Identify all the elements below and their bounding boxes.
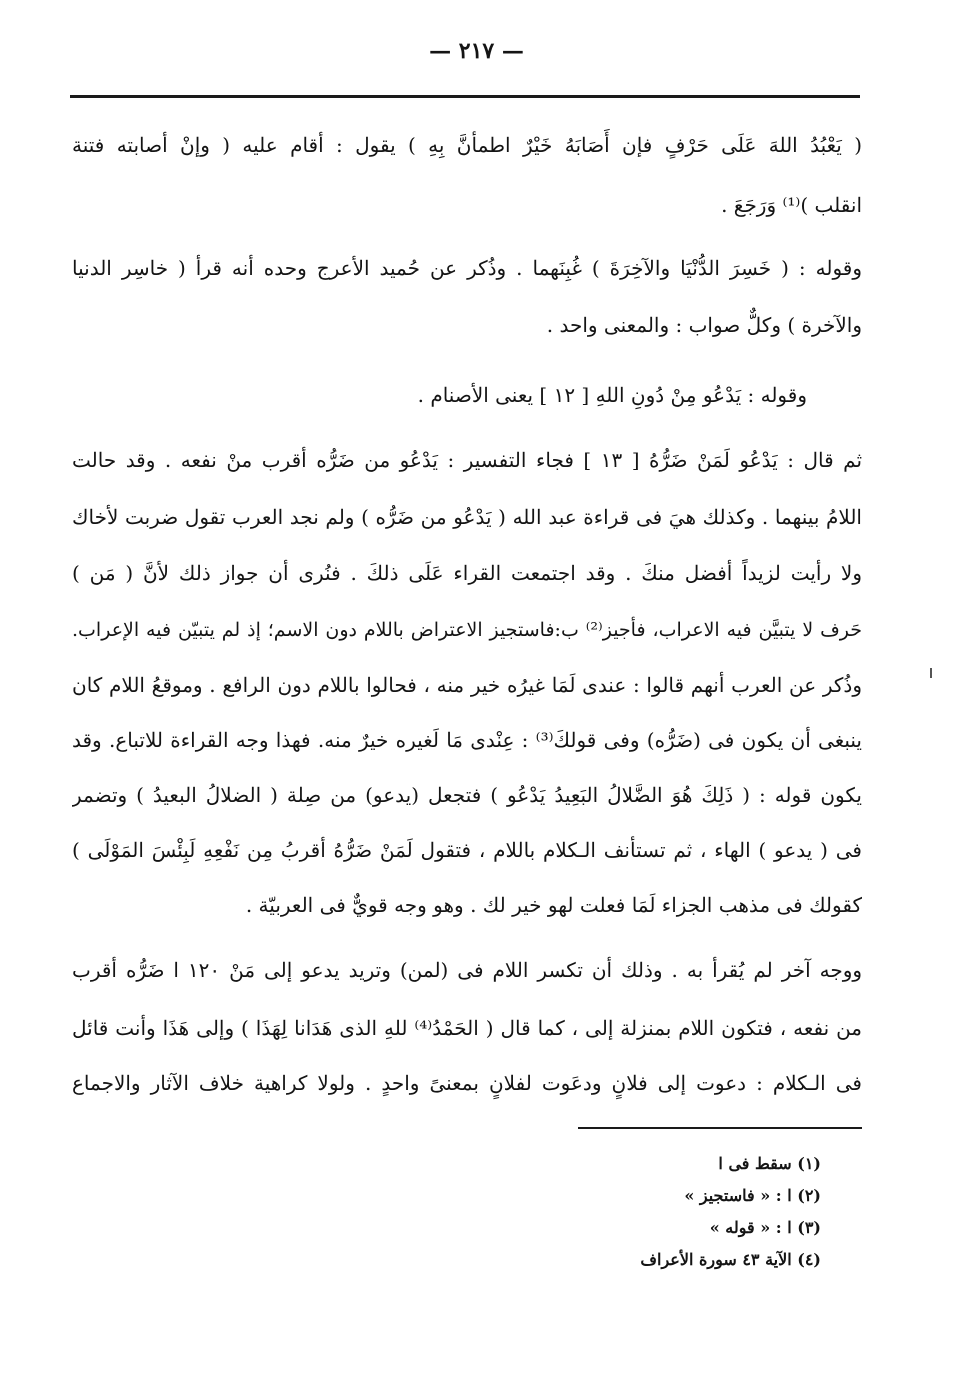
text-line: فى الـكلام : دعوت إلى فلانٍ ودعَوت لفلانٍ بمعنىً واحدٍ . ولولا كراهية خلاف الآثار والاجماع xyxy=(72,1071,862,1095)
text-line: ( يَعْبُدُ اللهَ عَلَى حَرْفٍ فإن أَصَابَهُ خَيْرٌ اطمأنَّ بِهِ ) يقول : أقام عليه ( وإنْ أصابته فتنة xyxy=(72,133,862,157)
text-line: كقولك فى مذهب الجزاء لَمَا فعلت لهو خير لك . وهو وجه قويٌّ فى العربيّة . xyxy=(245,893,862,917)
text-line: ثم قال : يَدْعُو لَمَنْ ضَرُّهُ [ ١٣ ] فجاء التفسير : يَدْعُو من ضَرُّه أقرب منْ نفعه . وقد حالت xyxy=(72,448,862,472)
text-line: وذُكر عن العرب أنهم قالوا : عندى لَمَا غيرُه خير منه ، فحالوا باللام دون الرافع . وموقعُ اللام كان xyxy=(72,673,862,697)
header-rule xyxy=(70,95,860,98)
text-line: ينبغى أن يكون فى (ضَرُّه) وفى قولكَ⁽³⁾ : عِنْدى مَا لَغيره خيرٌ منه. فهذا وجه القراءة للاتباع. وقد xyxy=(72,728,862,752)
text-line: والآخرة ) وكلٌّ صواب : والمعنى واحد . xyxy=(546,313,862,337)
text-line: من نفعه ، فتكون اللام بمنزلة إلى ، كما قال ( الحَمْدُ⁽⁴⁾ للهِ الذى هَدَانا لِهَذَا ) وإلى هَذَا وأنت قائل xyxy=(72,1016,862,1040)
text-line: ووجه آخر لم يُقرأ به . وذلك أن تكسر اللام فى (لمن) وتريد يدعو إلى مَنْ ١٢٠ ا ضَرُّه أقرب xyxy=(72,958,862,982)
text-line: اللامُ بينهما . وكذلك هيَ فى قراءة عبد الله ( يَدْعُو من ضَرُّه ) ولم نجد العرب تقول ضربت لأخاك xyxy=(72,505,862,529)
text-line: فى ( يدعو ) الهاء ، ثم تستأنف الـكلام باللام ، فتقول لَمَنْ ضَرُّهُ أقربُ مِن نَفْعِهِ لَبِئْسَ المَوْلَى ) xyxy=(72,838,862,862)
text-line: وقوله : يَدْعُو مِنْ دُونِ اللهِ [ ١٢ ] يعنى الأصنام . xyxy=(417,383,807,407)
text-line: انقلب )⁽¹⁾ وَرَجَعَ . xyxy=(721,193,862,217)
text-line: وقوله : ( خَسِرَ الدُّنْيَا والآخِرَةَ ) غُبِنَهما . وذُكر عن حُميد الأعرج وحده أنه قرأ ( خاسِر الدنيا xyxy=(72,256,862,280)
footnote: (٢) ا : « فاستجيز » xyxy=(684,1186,821,1205)
margin-mark xyxy=(930,668,932,678)
footnote-rule xyxy=(578,1127,862,1129)
text-line: يكون قوله : ( ذَلِكَ هُوَ الضَّلالُ البَعِيدُ يَدْعُو ) فتجعل (يدعو) من صِلة ( الضلالُ البعيدُ ) وتضمر xyxy=(72,783,862,807)
text-line: ولا رأيت لزيداً أفضل منكَ . وقد اجتمعت القراء عَلَى ذلكَ . فنُرى أن جواز ذلك لأنَّ ( مَن ) xyxy=(72,561,862,585)
page-number: — ٢١٧ — xyxy=(429,38,524,64)
footnote: (٣) ا : « قوله » xyxy=(709,1218,821,1237)
footnote: (٤) الآية ٤٣ سورة الأعراف xyxy=(640,1250,821,1269)
text-line: حَرف لا يتبيَّن فيه الاعراب، فأجيز⁽²⁾ ب:فاستجيز الاعتراض باللام دون الاسم؛ إذ لم يتبيّن فيه الإعراب. xyxy=(72,619,862,641)
footnotes xyxy=(441,1148,821,1276)
footnote: (١) سقط فى ا xyxy=(718,1154,821,1173)
